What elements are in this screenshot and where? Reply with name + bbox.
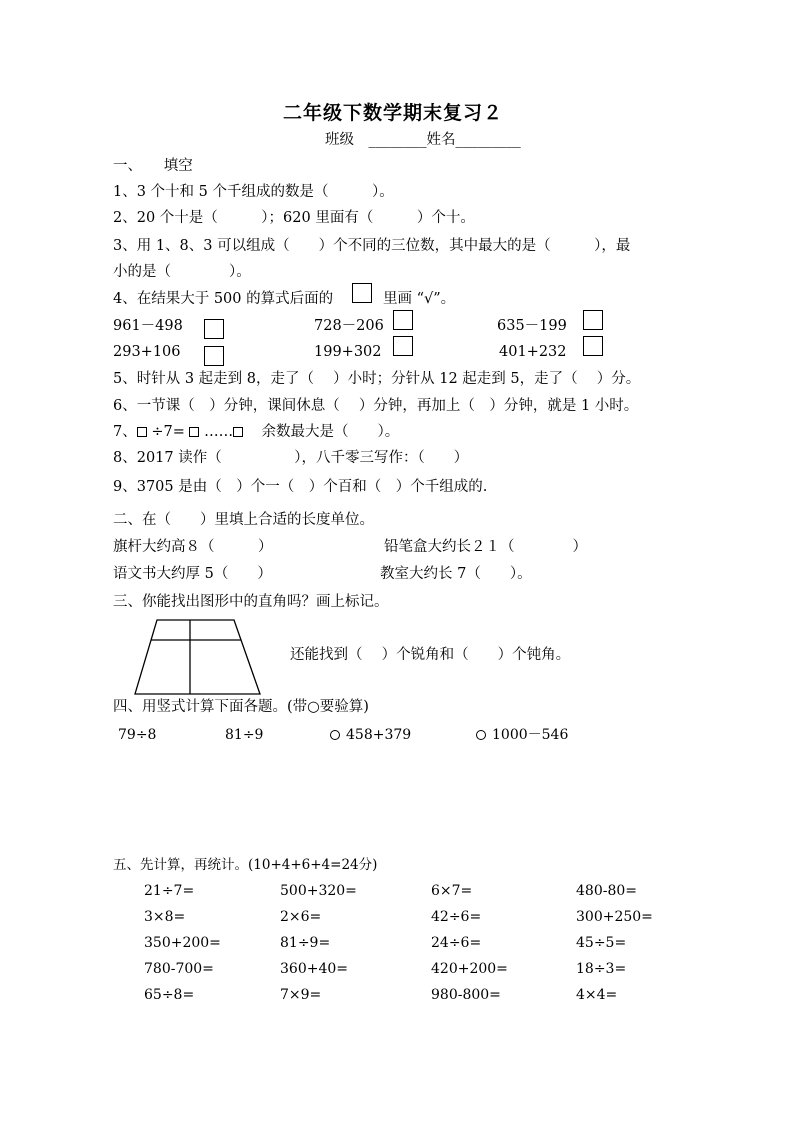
calc-item: 2×6= xyxy=(280,909,322,925)
calc-item: 360+40= xyxy=(280,961,348,977)
answer-box[interactable] xyxy=(583,336,603,356)
calc-item: 6×7= xyxy=(431,883,473,899)
page-title: 二年级下数学期末复习２ xyxy=(283,102,504,124)
answer-box[interactable] xyxy=(204,346,224,366)
answer-box[interactable] xyxy=(393,310,413,330)
class-name-line: 班级 ________姓名_________ xyxy=(325,132,521,148)
answer-box[interactable] xyxy=(352,283,372,303)
length-item: 旗杆大约高８（ ） xyxy=(113,539,273,555)
calc-item: 500+320= xyxy=(280,883,357,899)
expression: 728－206 xyxy=(314,318,384,334)
calc-item: 81÷9= xyxy=(280,935,331,951)
trapezoid-outline xyxy=(135,620,260,694)
question-4-text-end: 里画 “√”。 xyxy=(383,291,456,307)
verify-circle-icon xyxy=(330,730,340,740)
question-7-remainder: 余数最大是（ ）。 xyxy=(261,424,400,440)
calc-item: 24÷6= xyxy=(431,935,482,951)
calc-item: 21÷7= xyxy=(144,883,195,899)
verify-circle-icon xyxy=(476,730,486,740)
problem-text: 458+379 xyxy=(346,727,412,743)
addition-problem xyxy=(330,726,411,744)
division-problem: 79÷8 xyxy=(118,727,157,743)
length-item: 语文书大约厚 5（ ） xyxy=(113,566,272,582)
calc-item: 18÷3= xyxy=(576,961,627,977)
question-7 xyxy=(113,423,399,441)
expression: 635－199 xyxy=(497,318,567,334)
calc-item: 300+250= xyxy=(576,909,653,925)
section5-heading: 五、先计算，再统计。(10+4+6+4=24分) xyxy=(113,857,378,873)
trapezoid-figure xyxy=(132,618,264,696)
question-3-line2: 小的是（ ）。 xyxy=(113,264,251,280)
expression: 401+232 xyxy=(499,344,567,360)
expression: 293+106 xyxy=(113,344,181,360)
section3-heading: 三、你能找出图形中的直角吗？画上标记。 xyxy=(113,594,389,610)
calc-item: 420+200= xyxy=(431,961,508,977)
answer-box[interactable] xyxy=(583,310,603,330)
calc-item: 7×9= xyxy=(280,987,322,1003)
question-7-ellipsis: …… xyxy=(204,424,234,440)
question-6: 6、一节课（ ）分钟，课间休息（ ）分钟，再加上（ ）分钟，就是 1 小时。 xyxy=(113,398,639,414)
question-7-number: 7、 xyxy=(113,424,137,440)
division-problem: 81÷9 xyxy=(225,727,264,743)
blank-square[interactable] xyxy=(233,427,243,437)
calc-item: 65÷8= xyxy=(144,987,195,1003)
question-8: 8、2017 读作（ ），八千零三写作：（ ） xyxy=(113,450,469,466)
section1-heading: 一、 填空 xyxy=(113,158,193,174)
calc-item: 42÷6= xyxy=(431,909,482,925)
blank-square[interactable] xyxy=(189,427,199,437)
question-3-line1: 3、用 1、8、3 可以组成（ ）个不同的三位数，其中最大的是（ ），最 xyxy=(113,238,631,254)
problem-text: 1000－546 xyxy=(492,727,569,743)
expression: 199+302 xyxy=(314,344,382,360)
calc-item: 350+200= xyxy=(144,935,221,951)
section2-heading: 二、在（ ）里填上合适的长度单位。 xyxy=(113,512,374,528)
calc-item: 480-80= xyxy=(576,883,637,899)
answer-box[interactable] xyxy=(204,319,224,339)
angle-question: 还能找到（ ）个锐角和（ ）个钝角。 xyxy=(290,647,571,663)
calc-item: 780-700= xyxy=(144,961,214,977)
length-item: 铅笔盒大约长２１（ ） xyxy=(384,539,587,555)
question-7-divide: ÷7= xyxy=(151,424,185,440)
expression: 961－498 xyxy=(113,318,183,334)
question-9: 9、3705 是由（ ）个一（ ）个百和（ ）个千组成的. xyxy=(113,479,488,495)
calc-item: 3×8= xyxy=(144,909,186,925)
answer-box[interactable] xyxy=(393,336,413,356)
calc-item: 4×4= xyxy=(576,987,618,1003)
question-2: 2、20 个十是（ ）；620 里面有（ ）个十。 xyxy=(113,210,475,226)
subtraction-problem xyxy=(476,726,568,744)
calc-item: 980-800= xyxy=(431,987,501,1003)
question-4-text: 4、在结果大于 500 的算式后面的 xyxy=(113,291,334,307)
question-5: 5、时针从 3 起走到 8，走了（ ）小时；分针从 12 起走到 5，走了（ ）分。 xyxy=(113,371,641,387)
section4-heading: 四、用竖式计算下面各题。(带○要验算) xyxy=(113,699,369,715)
question-1: 1、3 个十和 5 个千组成的数是（ ）。 xyxy=(113,184,394,200)
length-item: 教室大约长 7（ ）。 xyxy=(380,566,532,582)
calc-item: 45÷5= xyxy=(576,935,627,951)
blank-square[interactable] xyxy=(137,427,147,437)
